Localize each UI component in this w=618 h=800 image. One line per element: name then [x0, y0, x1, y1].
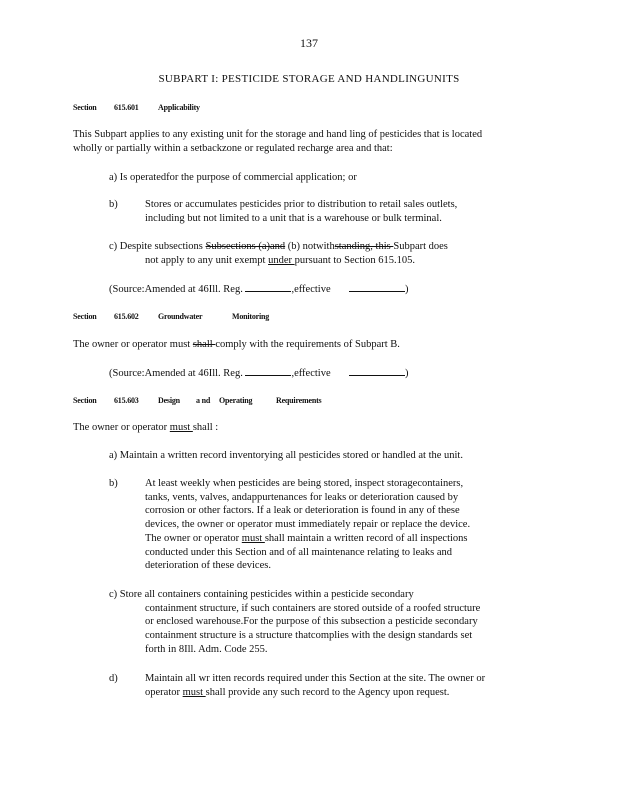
section-615-601-heading [0, 103, 618, 115]
requirement-b-label: b) [109, 478, 118, 489]
item-c: c) Despite subsections Subsections (a)and (b) notwithstanding, this Subpart does not apply to any unit exempt under pursuant to Section 615.105. [109, 241, 448, 266]
section-title: Applicability [158, 103, 200, 112]
section-title-2: Monitoring [232, 312, 270, 321]
section-label: Section [73, 103, 97, 112]
section-label: Section [73, 312, 97, 321]
section-title-3: Requirements [276, 396, 322, 405]
section-615-603-heading [0, 396, 618, 408]
item-a: a) Is operatedfor the purpose of commercial application; or [109, 172, 357, 183]
paragraph-602: The owner or operator must shall comply with the requirements of Subpart B. [73, 339, 400, 350]
item-b: Stores or accumulates pesticides prior to distribution to retail sales outlets, including but not limited to a unit that is a warehouse or bulk terminal. [145, 199, 458, 224]
requirement-d: Maintain all wr itten records required under this Section at the site. The owner or operator must shall provide any such record to the Agency upon request. [145, 673, 486, 698]
section-title: Groundwater [158, 312, 203, 321]
paragraph-603: The owner or operator must shall : [73, 422, 219, 433]
subpart-title: SUBPART I: PESTICIDE STORAGE AND HANDLINGUNITS [158, 73, 460, 85]
section-title-2: Operating [219, 396, 253, 405]
requirement-b: At least weekly when pesticides are being stored, inspect storagecontainers, tanks, vents, valves, andappurtenances for leaks or deterioration caused by corrosion or other factors. If a leak or deterioration is found in any of these devices, the owner or operator must immediately repair or replace the device. The owner or operator must shall maintain a written record of all inspections conducted under this Section and of all maintenance relating to leaks and deterioration of these devices. [145, 478, 471, 572]
section-title: Design [158, 396, 180, 405]
requirement-c: c) Store all containers containing pesticides within a pesticide secondary containment structure, if such containers are stored outside of a roofed structure or enclosed warehouse.For the purpose of this subsection a pesticide secondary containment structure is a structure thatcomplies with the design standards set forth in 8Ill. Adm. Code 255. [109, 589, 481, 655]
section-number: 615.602 [114, 312, 139, 321]
item-b-label: b) [109, 199, 118, 210]
intro-paragraph: This Subpart applies to any existing unit for the storage and hand ling of pesticides that is located wholly or partially within a setbackzone or regulated recharge area and that: [73, 129, 483, 154]
section-title-and: a nd [196, 396, 211, 405]
page-number: 137 [300, 36, 318, 50]
source-note-2: (Source:Amended at 46Ill. Reg. ,effective ) [109, 368, 409, 379]
requirement-d-label: d) [109, 673, 118, 684]
section-615-602-heading [0, 312, 618, 324]
section-label: Section [73, 396, 97, 405]
source-note-1: (Source:Amended at 46Ill. Reg. ,effective ) [109, 284, 409, 295]
section-number: 615.601 [114, 103, 139, 112]
section-number: 615.603 [114, 396, 139, 405]
requirement-a: a) Maintain a written record inventorying all pesticides stored or handled at the unit. [109, 450, 463, 461]
